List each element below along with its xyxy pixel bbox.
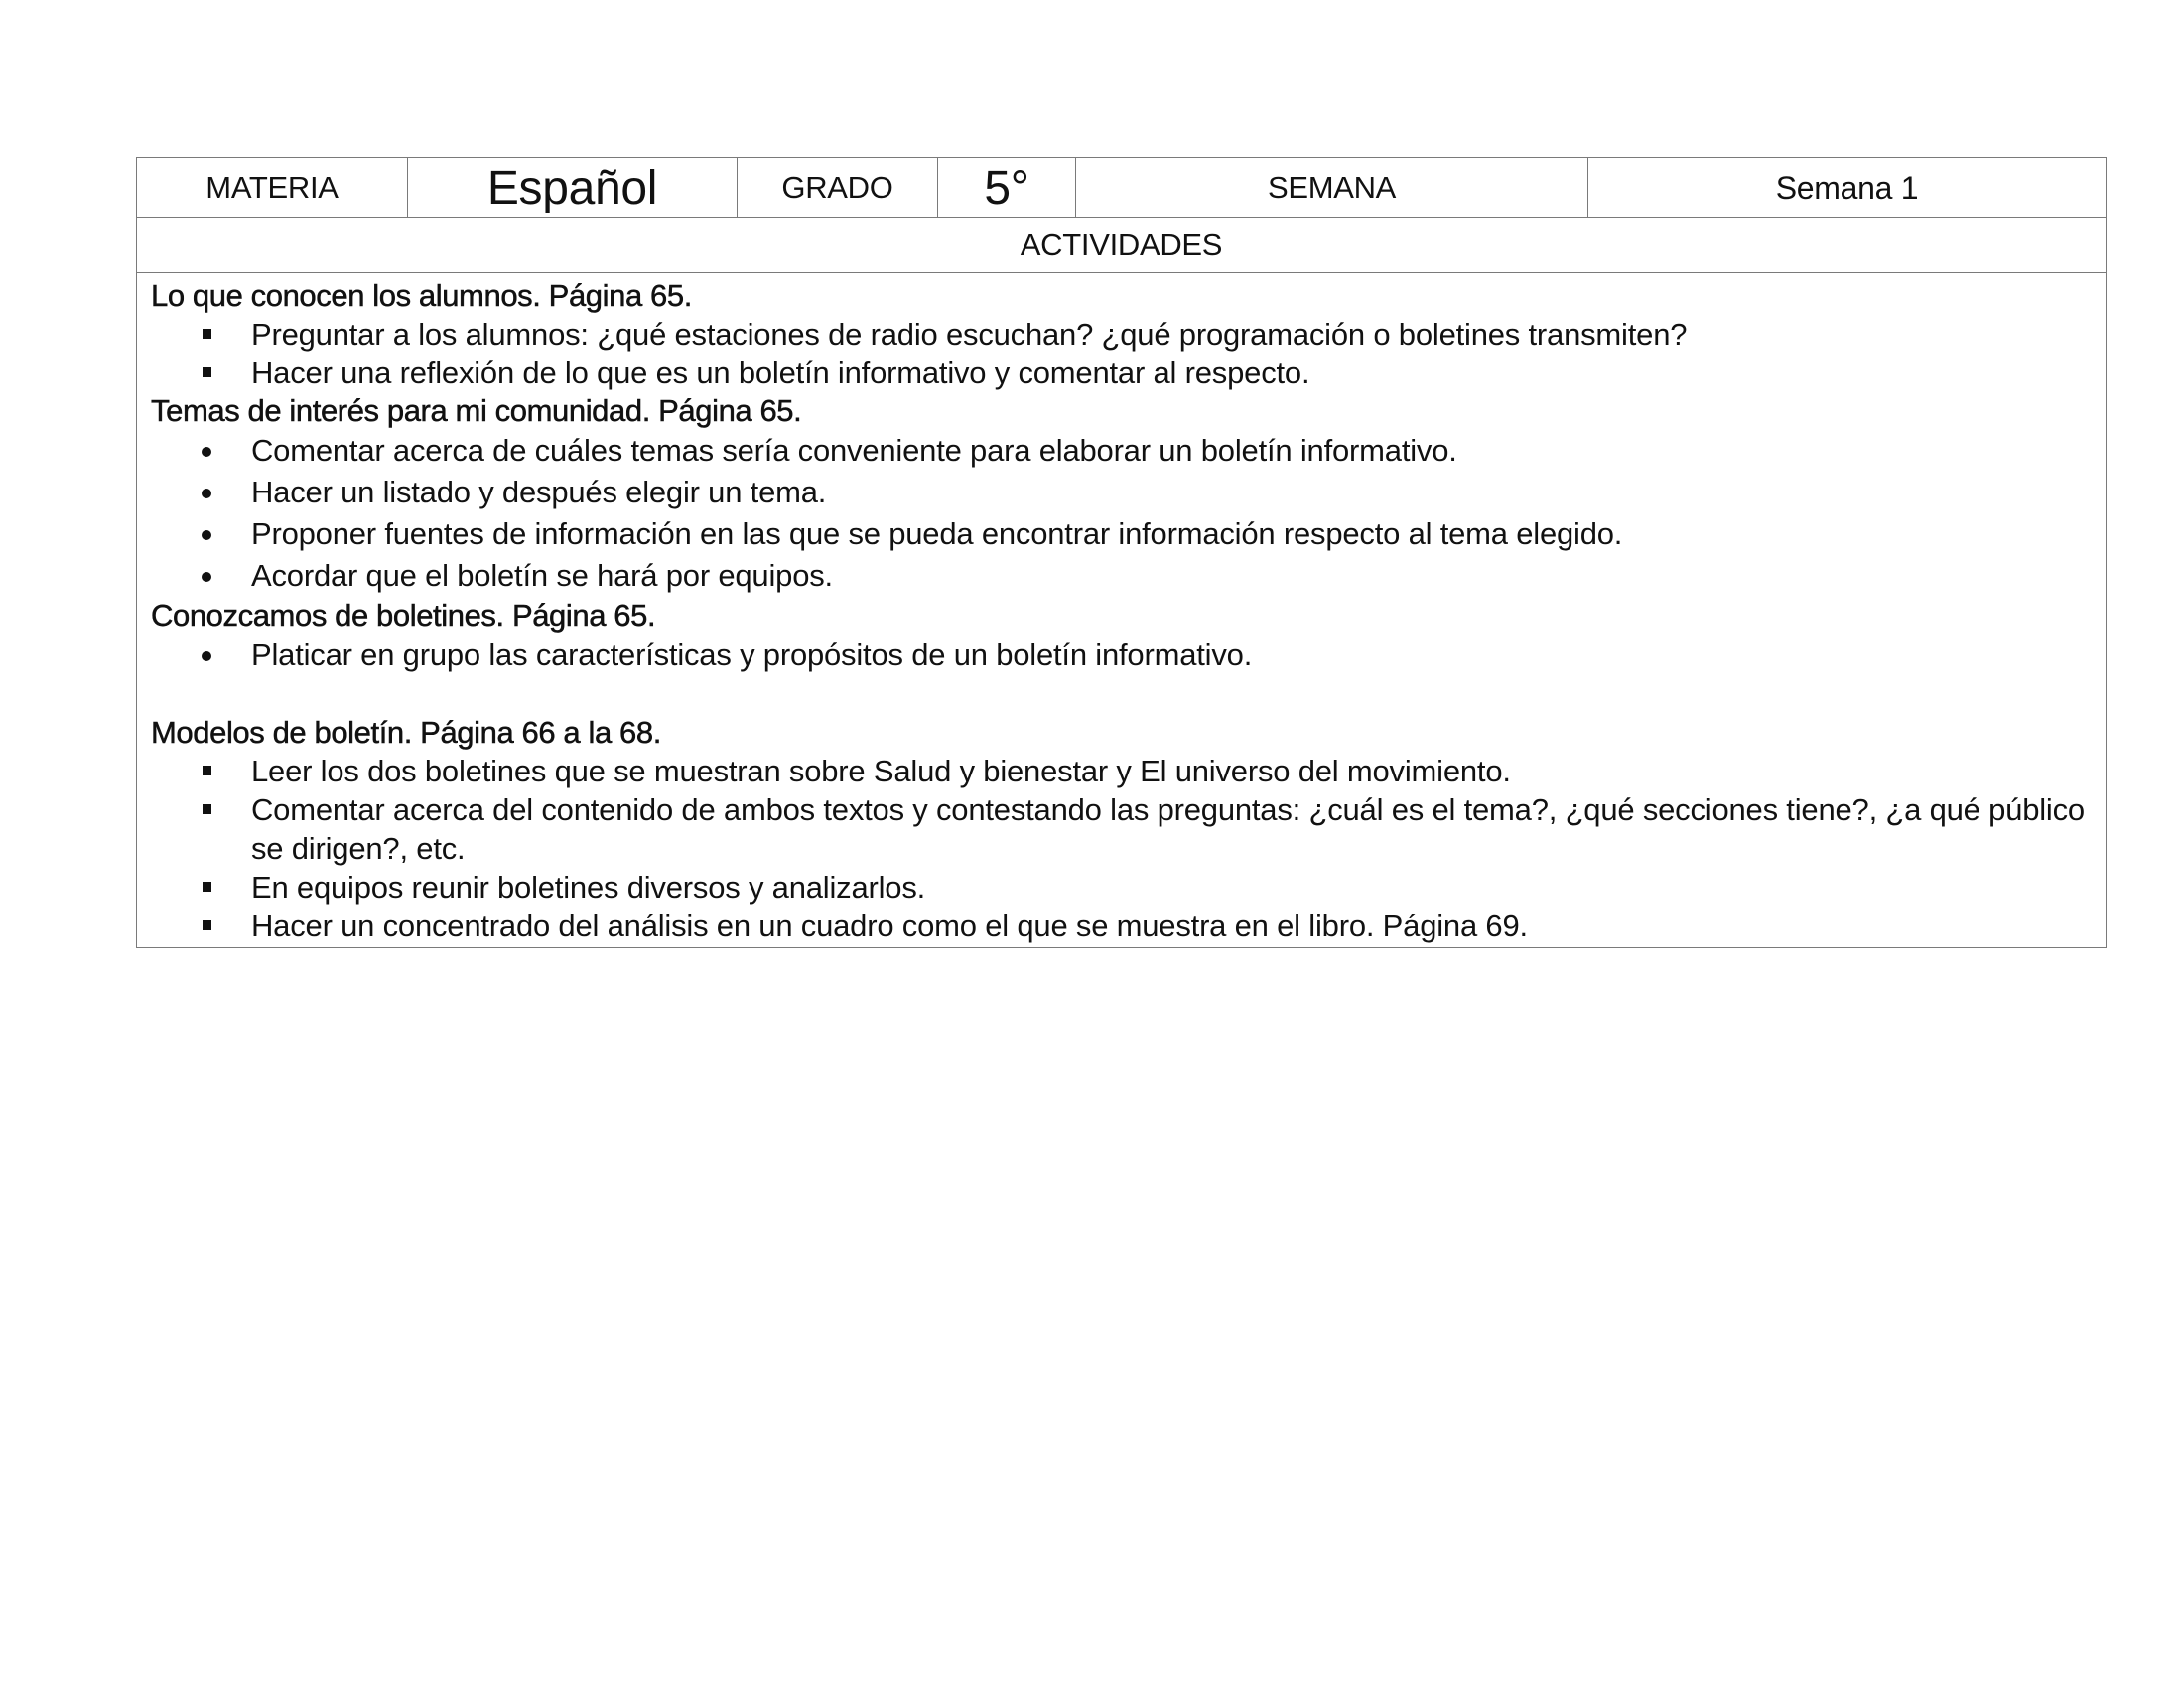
list-item-text: Comentar acerca de cuáles temas sería conveniente para elaborar un boletín informativo. (251, 433, 1457, 468)
list-item (151, 430, 2092, 472)
list-item (151, 790, 2092, 868)
activity-list (151, 430, 2092, 597)
list-item-text: Hacer un concentrado del análisis en un cuadro como el que se muestra en el libro. Página 69. (251, 909, 1528, 943)
spacer (151, 676, 2092, 714)
semana-label: SEMANA (1076, 158, 1588, 217)
list-item-text: En equipos reunir boletines diversos y analizarlos. (251, 870, 926, 905)
list-item-text: Comentar acerca del contenido de ambos textos y contestando las preguntas: ¿cuál es el tema?, ¿qué secciones tiene?, ¿a qué público se dirigen?, etc. (251, 792, 2085, 866)
list-item-text: Leer los dos boletines que se muestran sobre Salud y bienestar y El universo del movimiento. (251, 754, 1511, 788)
list-item-text: Hacer una reflexión de lo que es un boletín informativo y comentar al respecto. (251, 355, 1310, 390)
materia-label: MATERIA (137, 158, 408, 217)
activity-list (151, 315, 2092, 392)
list-item (151, 634, 2092, 676)
section-title: Conozcamos de boletines. Página 65. (151, 598, 656, 633)
activities-body (137, 273, 2106, 947)
list-item (151, 907, 2092, 945)
square-bullet-icon (203, 367, 211, 377)
semana-value: Semana 1 (1775, 169, 1919, 206)
square-bullet-icon (203, 804, 211, 814)
actividades-title: ACTIVIDADES (137, 218, 2106, 273)
activity-list (151, 634, 2092, 676)
list-item-text: Preguntar a los alumnos: ¿qué estaciones de radio escuchan? ¿qué programación o boletines transmiten? (251, 317, 1688, 352)
list-item (151, 555, 2092, 597)
list-item (151, 752, 2092, 790)
section-title: Lo que conocen los alumnos. Página 65. (151, 278, 692, 313)
materia-value: Español (408, 158, 738, 217)
square-bullet-icon (203, 766, 211, 775)
round-bullet-icon (202, 447, 211, 457)
round-bullet-icon (202, 489, 211, 498)
round-bullet-icon (202, 530, 211, 540)
round-bullet-icon (202, 651, 211, 661)
grado-value: 5° (938, 158, 1076, 217)
list-item-text: Platicar en grupo las características y propósitos de un boletín informativo. (251, 637, 1253, 672)
list-item (151, 513, 2092, 555)
section-title: Temas de interés para mi comunidad. Página 65. (151, 393, 802, 428)
list-item (151, 353, 2092, 392)
planning-table (136, 157, 2107, 948)
list-item (151, 472, 2092, 513)
list-item (151, 315, 2092, 353)
grado-label: GRADO (738, 158, 938, 217)
section-title: Modelos de boletín. Página 66 a la 68. (151, 715, 661, 750)
list-item-text: Hacer un listado y después elegir un tema. (251, 475, 827, 509)
list-item-text: Proponer fuentes de información en las que se pueda encontrar información respecto al tema elegido. (251, 516, 1623, 551)
square-bullet-icon (203, 882, 211, 892)
round-bullet-icon (202, 572, 211, 582)
list-item (151, 868, 2092, 907)
activity-list (151, 752, 2092, 945)
header-row (137, 158, 2106, 218)
square-bullet-icon (203, 329, 211, 339)
square-bullet-icon (203, 920, 211, 930)
list-item-text: Acordar que el boletín se hará por equipos. (251, 558, 833, 593)
